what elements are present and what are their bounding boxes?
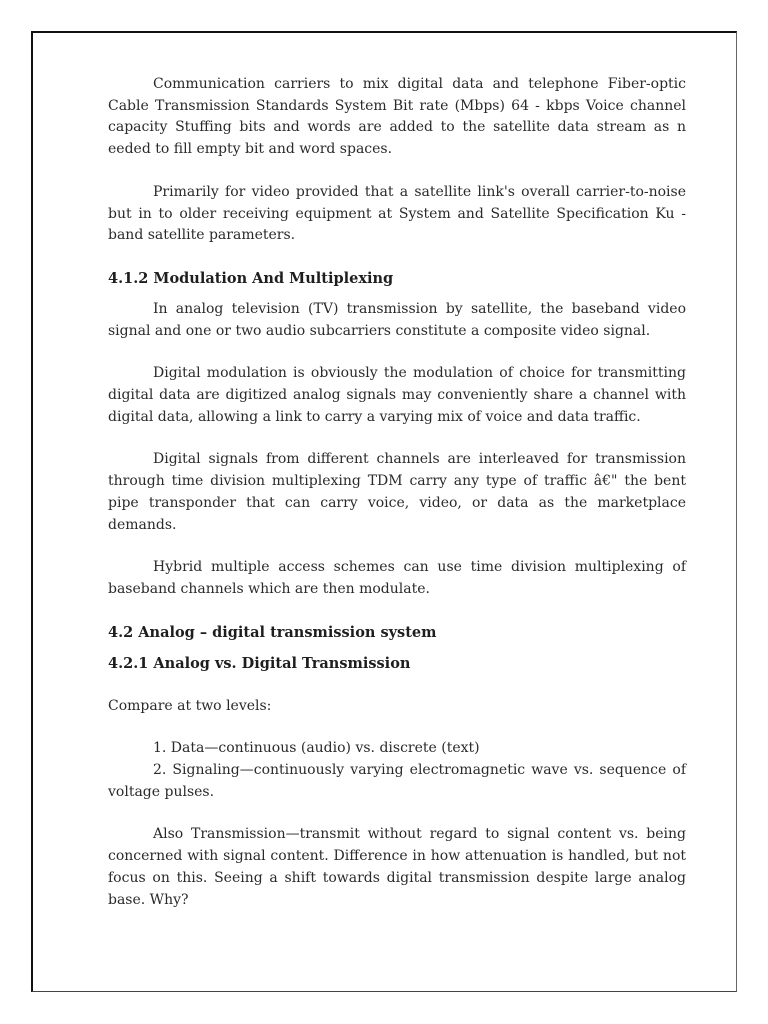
paragraph-analog-tv: In analog television (TV) transmission by satellite, the baseband video signal and one or two audio subcarriers constitute a composite video signal. [108,300,686,339]
paragraph-compare-levels: Compare at two levels: [108,697,272,714]
heading-modulation-multiplexing: 4.1.2 Modulation And Multiplexing [108,269,394,287]
paragraph-carriers: Communication carriers to mix digital data and telephone Fiber-optic Cable Transmission Standards System Bit rate (Mbps) 64 - kbps Voice channel capacity Stuffing bits and words are added to the satellite data stream as n eeded to fill empty bit and word spaces. [108,76,686,158]
list-item-signaling: 2. Signaling—continuously varying electromagnetic wave vs. sequence of voltage pulses. [108,762,686,800]
paragraph-transmission: Also Transmission—transmit without regard to signal content vs. being concerned with signal content. Difference in how attenuation is handled, but not focus on this. Seeing a shift towards digital transmission despite large analog base. Why? [108,826,686,908]
paragraph-digital-modulation: Digital modulation is obviously the modulation of choice for transmitting digital data are digitized analog signals may conveniently share a channel with digital data, allowing a link to carry a varying mix of voice and data traffic. [108,365,686,425]
document-body [108,74,686,911]
paragraph-hybrid-access: Hybrid multiple access schemes can use time division multiplexing of baseband channels which are then modulate. [108,559,686,597]
paragraph-digital-signals: Digital signals from different channels are interleaved for transmission through time division multiplexing TDM carry any type of traffic â€" the bent pipe transponder that can carry voice, video, or data as the marketplace demands. [108,451,686,533]
heading-analog-digital-system: 4.2 Analog – digital transmission system [108,623,437,641]
heading-analog-vs-digital: 4.2.1 Analog vs. Digital Transmission [108,654,411,672]
paragraph-video-link: Primarily for video provided that a satellite link's overall carrier-to-noise but in to older receiving equipment at System and Satellite Specification Ku - band satellite parameters. [108,183,686,244]
list-item-data: 1. Data—continuous (audio) vs. discrete (text) [153,740,480,757]
